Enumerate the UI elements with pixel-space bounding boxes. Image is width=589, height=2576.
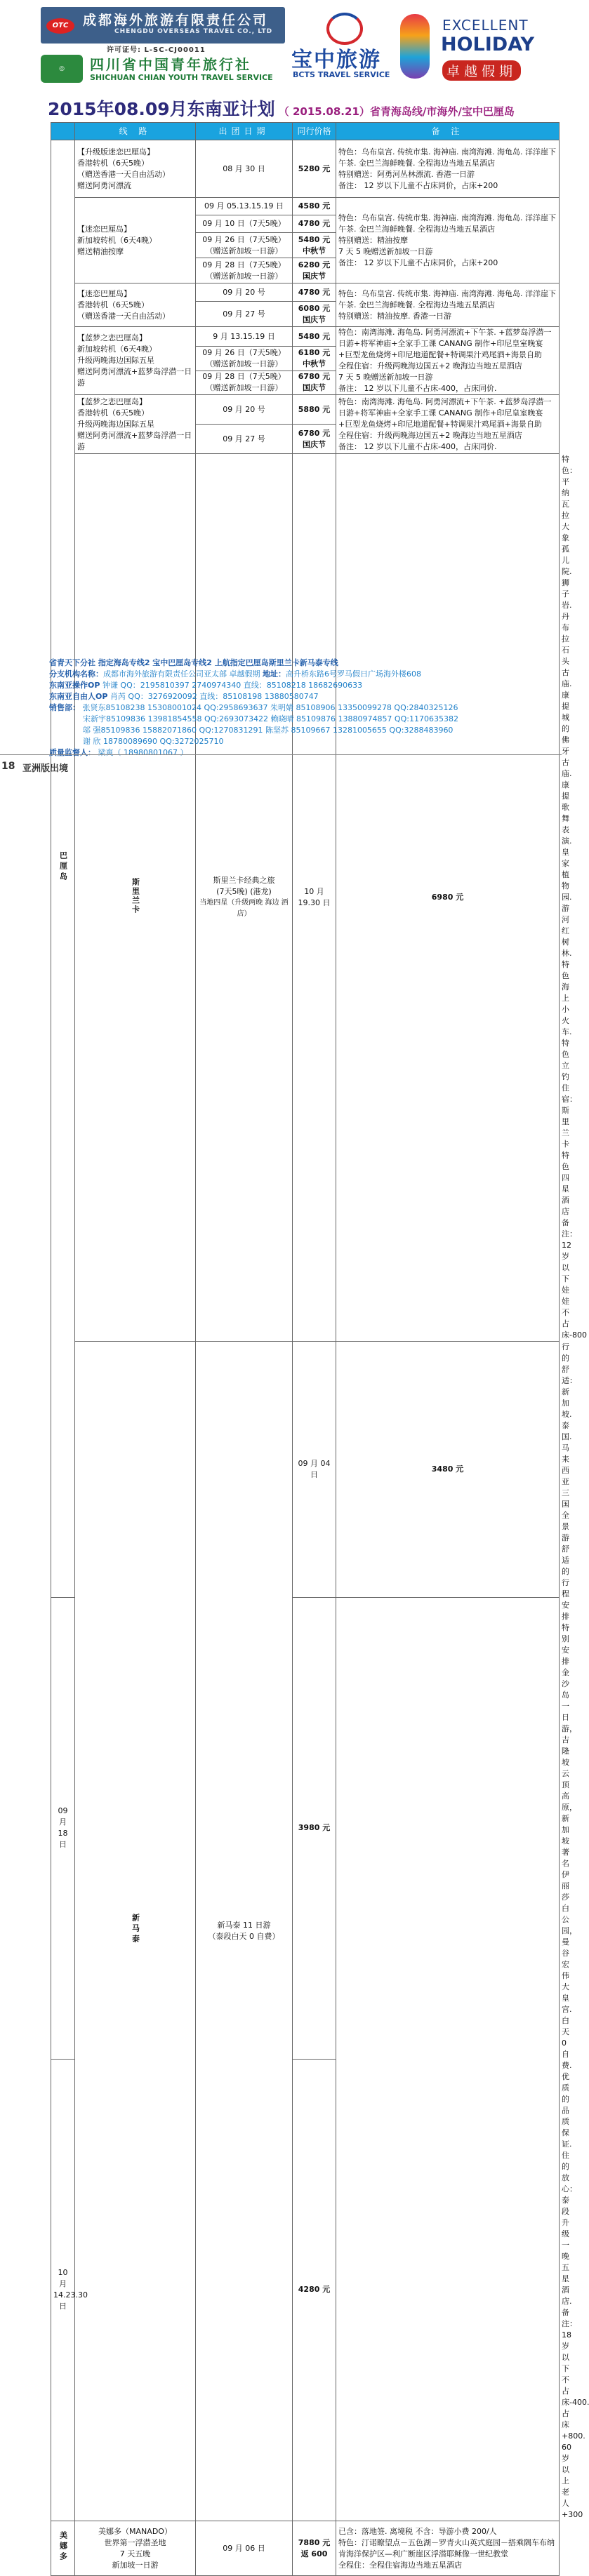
price-cell: 5480 元 <box>293 327 336 347</box>
free-op-line: 东南亚自由人OP 肖芮 QQ：3276920092 直线：85108198 13880580747 <box>49 692 319 701</box>
youth-emblem-icon: ◎ <box>41 55 83 83</box>
note-cell: 特色：乌布皇宫. 传统市集. 海神庙. 南湾海滩. 海龟岛. 洋洋崖下午茶. 金巴兰海鲜晚餐. 全程海边当地五星酒店 特别赠送：精油按摩. 香港一日游 <box>336 283 560 327</box>
bcts-name-cn: 宝中旅游 <box>291 48 381 72</box>
date-cell: 09 月 28 日（7天5晚） （赠送新加坡一日游） <box>196 258 293 283</box>
otc-logo-icon: OTC <box>46 18 74 34</box>
price-cell: 5480 元 中秋节 <box>293 233 336 258</box>
region-srilanka: 斯里兰卡 <box>75 454 196 1342</box>
price-cell: 7880 元 返 600 <box>293 2521 336 2576</box>
license-number: 许可证号: L-SC-CJ00011 <box>107 46 206 54</box>
youth-travel-name-cn: 四川省中国青年旅行社 <box>90 56 251 73</box>
date-cell: 08 月 30 日 <box>196 140 293 198</box>
route-cell: 【迷恋巴厘岛】 香港转机（6天5晚） （赠送香港一天自由活动） <box>75 283 196 327</box>
specialty-lines: 省青天下分社 指定海岛专线2 宝中巴厘岛专线2 上航指定巴厘岛斯里兰卡新马泰专线 <box>49 658 338 667</box>
route-cell: 【升级版迷恋巴厘岛】 香港转机（6天5晚） （赠送香港一天自由活动） 赠送阿勇河漂流 <box>75 140 196 198</box>
date-cell: 09 月 10 日（7天5晚） <box>196 215 293 233</box>
colorful-ribbon-icon <box>400 14 430 79</box>
price-cell: 6280 元 国庆节 <box>293 258 336 283</box>
date-cell: 09 月 18 日 <box>51 1597 75 2059</box>
note-cell: 特色：乌布皇宫. 传统市集. 海神庙. 南湾海滩. 海龟岛. 洋洋崖下午茶. 金巴兰海鲜晚餐. 全程海边当地五星酒店 特别赠送：阿勇河丛林漂流. 香港一日游 备注： 12 岁以下儿童不占床同价，占床+200 <box>336 140 560 198</box>
date-cell: 09 月 28 日（7天5晚） （赠送新加坡一日游） <box>196 371 293 394</box>
page-number: 18 <box>1 761 15 772</box>
route-cell: 【迷恋巴厘岛】 新加坡转机（6天4晚） 赠送精油按摩 <box>75 198 196 283</box>
bcts-swirl-icon <box>326 13 363 45</box>
header-date: 出团日期 <box>196 123 293 140</box>
date-cell: 10 月 19.30 日 <box>293 454 336 1342</box>
page-title <box>48 95 560 118</box>
price-cell: 4780 元 <box>293 283 336 302</box>
sales-line: 邬 强85109836 15882071860 QQ:1270831291 陈坚苏 85109667 13281005655 QQ:3288483960 <box>83 726 454 735</box>
header-route: 线 路 <box>75 123 196 140</box>
region-xinmatai: 新马泰 <box>75 1342 196 2521</box>
route-cell: 新马泰 11 日游 （泰段白天 0 自费） <box>196 1342 293 2521</box>
table-row <box>51 2521 560 2576</box>
holiday-word: HOLIDAY <box>441 34 535 55</box>
header-price: 同行价格 <box>293 123 336 140</box>
sales-line: 销售部： 张贤东85108238 15308001024 QQ:2958693637 朱明婧 85108906 13350099278 QQ:2840325126 <box>49 703 458 712</box>
youth-travel-name-en: SHICHUAN CHIAN YOUTH TRAVEL SERVICE <box>90 73 273 82</box>
company-name-cn: 成都海外旅游有限责任公司 <box>83 13 269 28</box>
excellent-holiday-cn: 卓越假期 <box>442 60 521 81</box>
page-footer <box>0 754 562 773</box>
price-cell: 6080 元 国庆节 <box>293 302 336 327</box>
table-header-row <box>51 123 560 140</box>
qa-line: 质量监督人： 梁爽（ 18980801067 ） <box>49 748 188 757</box>
sales-line: 谢 欣 18780089690 QQ:3272025710 <box>83 737 224 746</box>
logo-bar <box>0 0 562 91</box>
date-cell: 09 月 05.13.15.19 日 <box>196 198 293 215</box>
youth-travel-logo <box>41 53 286 87</box>
date-cell: 09 月 26 日（7天5晚） （赠送新加坡一日游） <box>196 233 293 258</box>
excellent-word: EXCELLENT <box>442 17 529 34</box>
route-cell: 斯里兰卡经典之旅 (7天5晚) (港龙) 当地四星（升级两晚 海边 酒店） <box>196 454 293 1342</box>
table-row <box>51 140 560 198</box>
table-row <box>51 327 560 347</box>
price-cell: 4580 元 <box>293 198 336 215</box>
company-name-en: CHENGDU OVERSEAS TRAVEL CO., LTD <box>114 28 273 35</box>
note-cell: 特色：南湾海滩. 海龟岛. 阿勇河漂流+下午茶. +蓝梦岛浮潜一日游+将军神庙+全家手工课 CANANG 制作+印尼皇室晚宴+巨型龙鱼烧烤+印尼地道配餐+特调果汁鸡尾酒+海景自助 全程住宿：升级两晚海边国五+2 晚海边当地五星酒店 备注： 12 岁以下儿童不占床-400，占床同价. <box>336 395 560 454</box>
bcts-name-en: BCTS TRAVEL SERVICE <box>293 70 390 79</box>
route-cell: 美娜多（MANADO） 世界第一浮潜圣地 7 天五晚 新加坡一日游 <box>75 2521 196 2576</box>
date-cell: 09 月 06 日 <box>196 2521 293 2576</box>
note-cell: 特色：南湾海滩. 海龟岛. 阿勇河漂流+下午茶. +蓝梦岛浮潜一日游+将军神庙+全家手工课 CANANG 制作+印尼皇室晚宴+巨型龙鱼烧烤+印尼地道配餐+特调果汁鸡尾酒+海景自助 全程住宿：升级两晚海边国五+2 晚海边当地五星酒店 7 天 5 晚赠送新加坡一日游 备注： 12 岁以下儿童不占床-400，占床同价. <box>336 327 560 395</box>
price-cell: 5880 元 <box>293 395 336 425</box>
chengdu-overseas-logo <box>41 7 285 44</box>
price-cell: 3480 元 <box>336 1342 560 1598</box>
header-corner <box>51 123 75 140</box>
bcts-logo <box>291 13 397 83</box>
footer-title: 亚洲版出境 <box>22 763 69 774</box>
table-row <box>51 198 560 215</box>
title-sub: （ 2015.08.21）省青海岛线/市海外/宝中巴厘岛 <box>278 105 515 118</box>
note-cell: 特色：乌布皇宫. 传统市集. 海神庙. 南湾海滩. 海龟岛. 洋洋崖下午茶. 金巴兰海鲜晚餐. 全程海边当地五星酒店 特别赠送：精油按摩 7 天 5 晚赠送新加坡一日游 备注： 12 岁以下儿童不占床同价，占床+200 <box>336 198 560 283</box>
price-cell: 5280 元 <box>293 140 336 198</box>
price-cell: 6780 元 国庆节 <box>293 371 336 394</box>
price-cell: 6780 元 国庆节 <box>293 425 336 454</box>
title-main: 2015年08.09月东南亚计划 <box>48 99 275 119</box>
date-cell: 10 月 14.23.30 日 <box>51 2059 75 2521</box>
date-cell: 09 月 26 日（7天5晚） （赠送新加坡一日游） <box>196 347 293 371</box>
route-cell: 【蓝梦之恋巴厘岛】 新加坡转机（6天4晚） 升级两晚海边国际五星 赠送阿勇河漂流+蓝梦岛浮潜一日游 <box>75 327 196 395</box>
excellent-holiday-logo <box>400 13 558 83</box>
date-cell: 09 月 20 号 <box>196 395 293 425</box>
date-cell: 09 月 27 号 <box>196 302 293 327</box>
region-bali: 巴厘岛 <box>51 140 75 1598</box>
price-cell: 6980 元 <box>336 454 560 1342</box>
contact-block <box>49 658 562 759</box>
note-cell: 已含：落地签. 离境税 不含：导游小费 200/人 特色：汀诺瞭望点－五色湖－罗青火山英式庭园－搭乘隅车布纳肯海洋保护区—利广断崖区浮潜耶稣像一世纪教堂 全程住：全程住宿海边当地五星酒店 <box>336 2521 560 2576</box>
op-line: 东南亚操作OP 钟谦 QQ：2195810397 2740974340 直线：85108218 18682690633 <box>49 681 363 690</box>
price-cell: 4280 元 <box>293 2059 336 2521</box>
region-manado: 美娜多 <box>51 2521 75 2576</box>
date-cell: 09 月 04 日 <box>293 1342 336 1598</box>
price-cell: 3980 元 <box>293 1597 336 2059</box>
table-row <box>51 395 560 425</box>
price-cell: 6180 元 中秋节 <box>293 347 336 371</box>
branch-line: 分支机构名称：成都市海外旅游有限责任公司亚太部 卓越假期 地址：高升桥东路6号罗马假日广场海外楼608 <box>49 669 421 679</box>
table-row <box>51 283 560 302</box>
route-cell: 【蓝梦之恋巴厘岛】 香港转机（6天5晚） 升级两晚海边国际五星 赠送阿勇河漂流+蓝梦岛浮潜一日游 <box>75 395 196 454</box>
tour-table <box>51 122 589 2576</box>
date-cell: 09 月 27 号 <box>196 425 293 454</box>
sales-line: 宋新宇85109836 13981854558 QQ:2693073422 赖晓晴 85109876 13880974857 QQ:1170635382 <box>83 714 458 723</box>
table-row: 斯里兰卡 斯里兰卡经典之旅 (7天5晚) (港龙) 当地四星（升级两晚 海边 酒店） 10 月 19.30 日 6980 元 特色：平纳瓦拉大象孤儿院. 狮子岩. 丹布拉石头古庙. 康提城的佛牙古庙. 康提歌舞表演. 皇家植物园. 游河红树林. 特色海上小火车. 特色立钓住宿：斯里兰卡特色四星酒店备注：12 岁以下娃娃不占床-800 <box>51 454 560 1342</box>
date-cell: 9 月 13.15.19 日 <box>196 327 293 347</box>
price-cell: 4780 元 <box>293 215 336 233</box>
table-row: 新马泰 新马泰 11 日游 （泰段白天 0 自费） 09 月 04 日 3480 元 行的舒适：新加坡. 泰国. 马来西亚三国全景游 舒适的行程安排特别安排金沙岛一日游，吉隆坡云顶高原，新加坡著名伊丽莎白公园，曼谷宏伟大皇宫. 白天 0 自费. 优质的品质保证. 住的放心：泰段升级一晚五星酒店. 备注：18 岁以下不占床-400. 占床+800. 60 岁以上老人+300 <box>51 1342 560 1598</box>
date-cell: 09 月 20 号 <box>196 283 293 302</box>
header-note: 备 注 <box>336 123 560 140</box>
